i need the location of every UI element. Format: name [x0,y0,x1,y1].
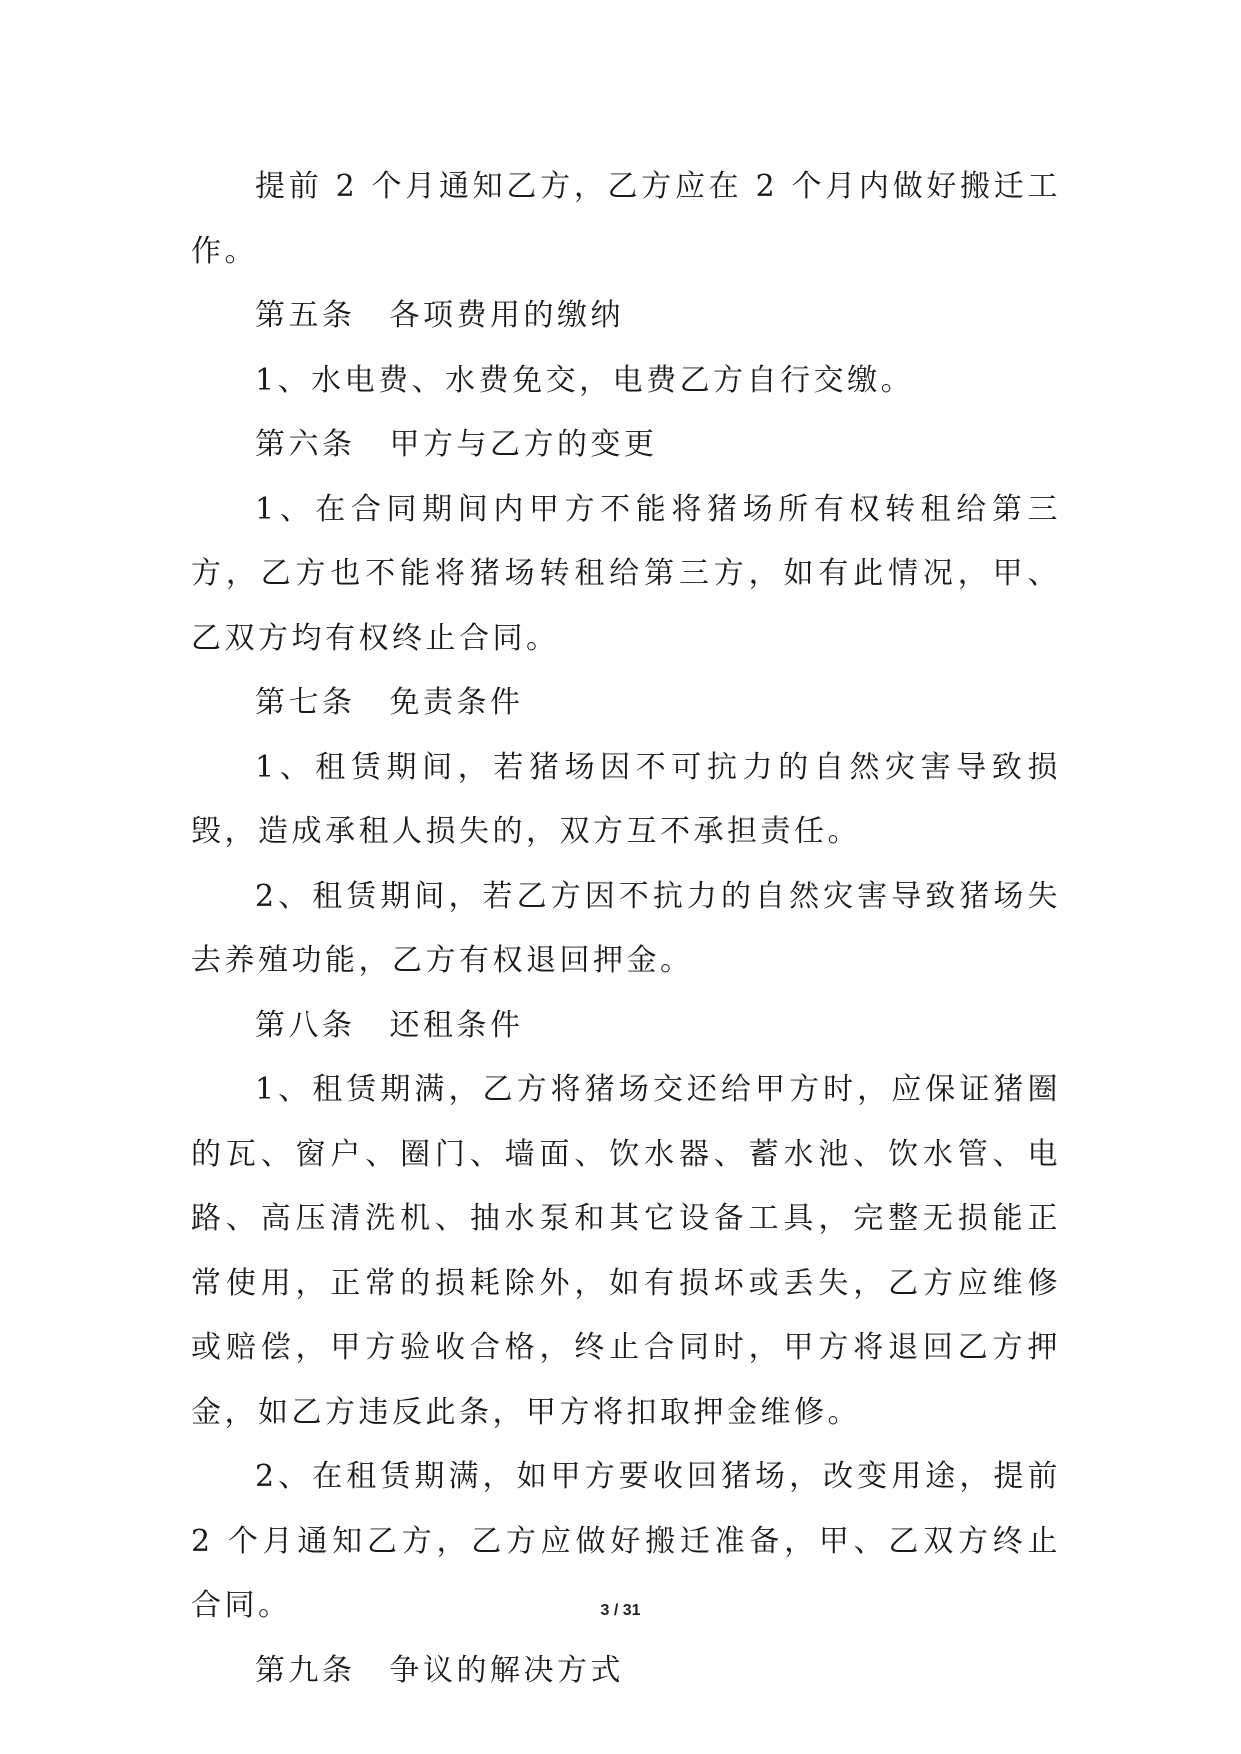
paragraph: 2、在租赁期满，如甲方要收回猪场，改变用途，提前 2 个月通知乙方，乙方应做好搬迁准备，甲、乙双方终止合同。 [191,1459,1061,1623]
article-title: 甲方与乙方的变更 [389,427,658,462]
article-label: 第五条 [255,298,356,333]
article-heading [191,1639,1061,1704]
article-label: 第九条 [255,1652,356,1688]
article-label: 第六条 [255,427,356,462]
article-heading [191,994,1061,1059]
article-label: 第八条 [255,1007,356,1043]
article-title: 各项费用的缴纳 [389,298,624,333]
article-heading [191,671,1061,736]
paragraph: 提前 2 个月通知乙方，乙方应在 2 个月内做好搬迁工作。 [191,169,1061,269]
paragraph: 2、租赁期间，若乙方因不抗力的自然灾害导致猪场失去养殖功能，乙方有权退回押金。 [191,878,1061,978]
paragraph: 1、在合同期间内甲方不能将猪场所有权转租给第三方，乙方也不能将猪场转租给第三方，如有此情况，甲、乙双方均有权终止合同。 [191,491,1061,656]
paragraph: 1、水电费、水费免交，电费乙方自行交缴。 [255,362,915,398]
paragraph: 1、租赁期间，若猪场因不可抗力的自然灾害导致损毁，造成承租人损失的，双方互不承担责任。 [191,749,1061,849]
article-title: 免责条件 [389,685,524,720]
document-body [191,155,1061,1703]
article-heading [191,284,1061,349]
article-title: 还租条件 [389,1007,524,1043]
page-number: 3 / 31 [600,1602,641,1619]
article-label: 第七条 [255,685,356,720]
article-heading [191,413,1061,478]
article-title: 争议的解决方式 [389,1652,624,1688]
paragraph: 1、租赁期满，乙方将猪场交还给甲方时，应保证猪圈的瓦、窗户、圈门、墙面、饮水器、蓄水池、饮水管、电路、高压清洗机、抽水泵和其它设备工具，完整无损能正常使用，正常的损耗除外，如有损坏或丢失，乙方应维修或赔偿，甲方验收合格，终止合同时，甲方将退回乙方押金，如乙方违反此条，甲方将扣取押金维修。 [191,1072,1061,1430]
